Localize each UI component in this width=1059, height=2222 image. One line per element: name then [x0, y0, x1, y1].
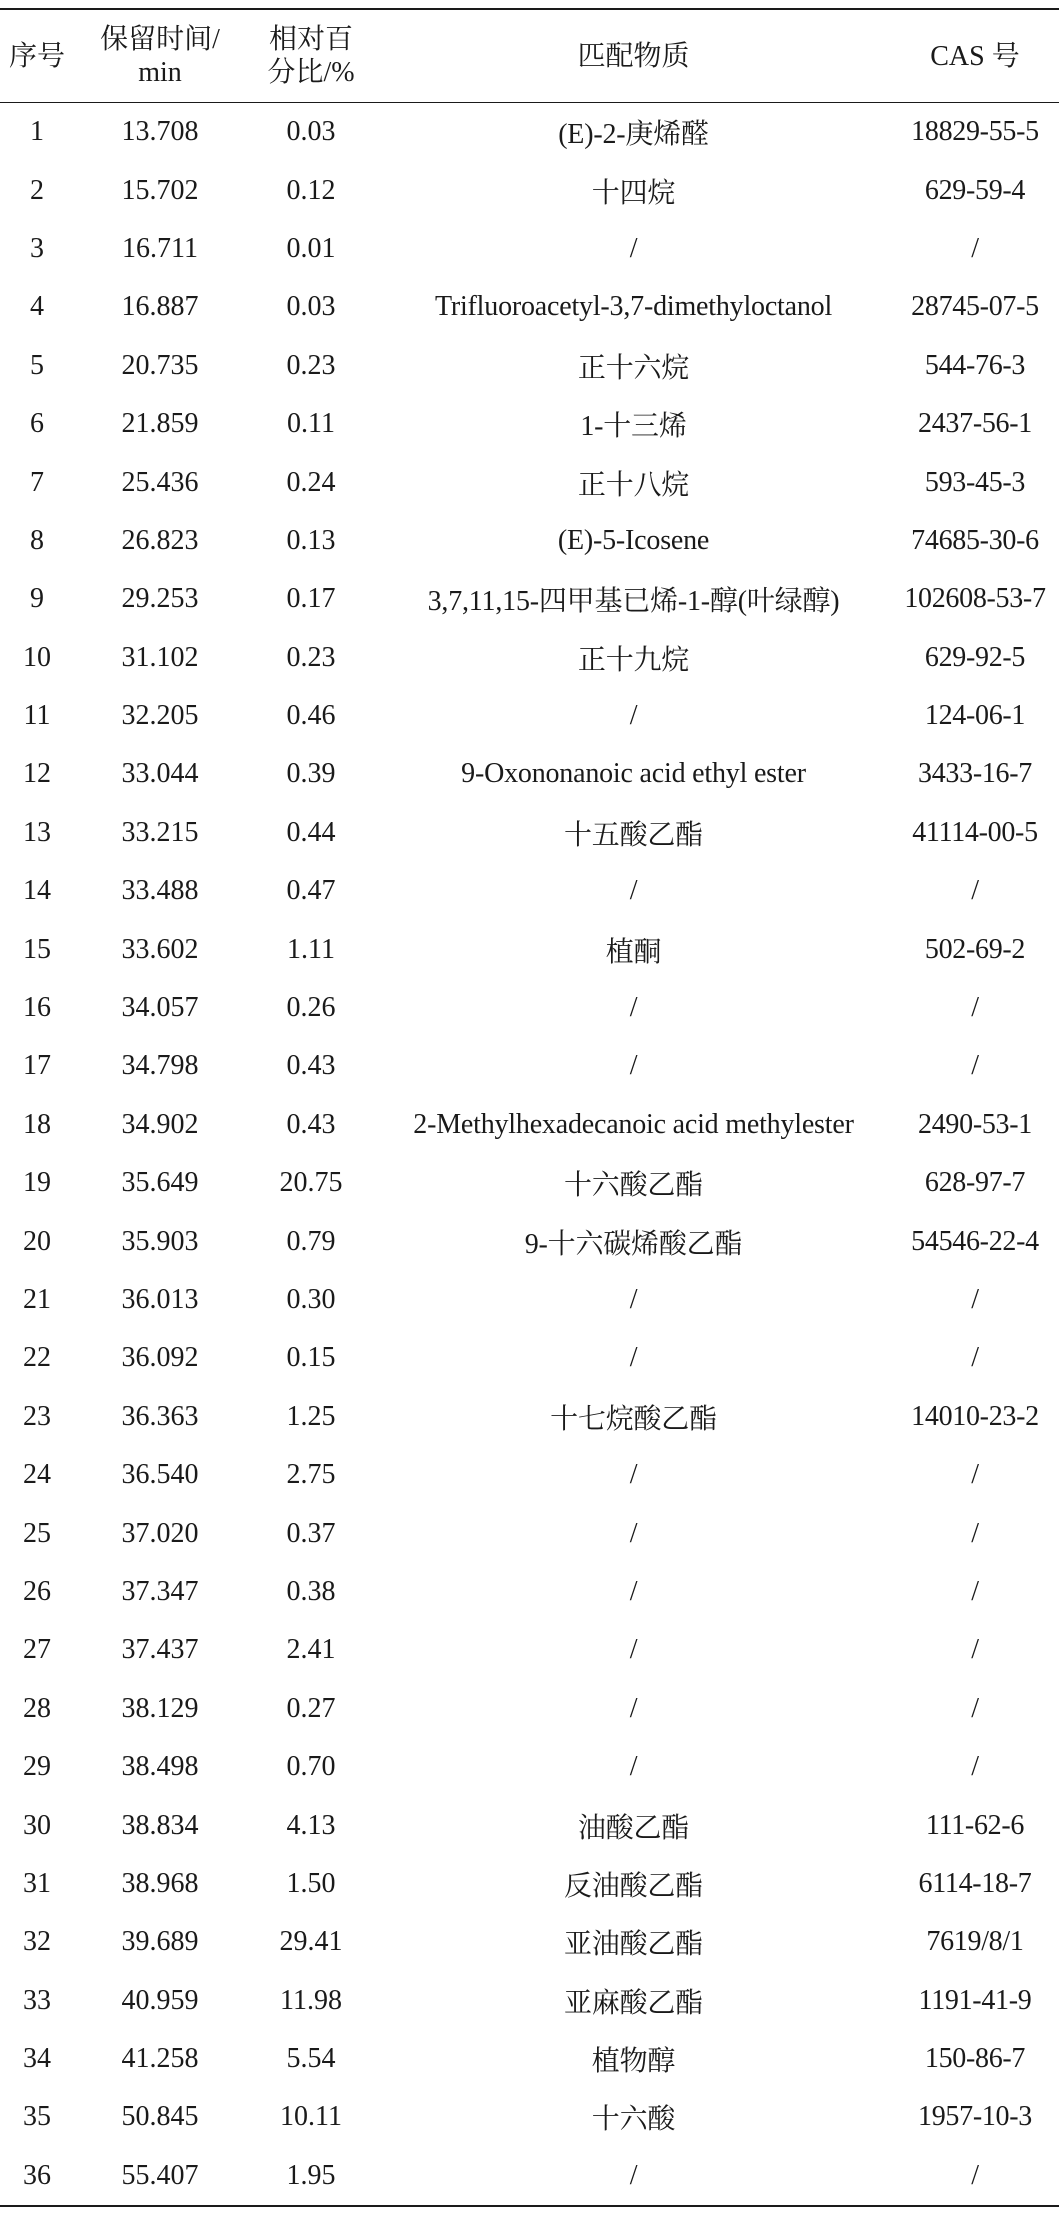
cell-index: 21 — [23, 1284, 51, 1315]
header-row — [0, 9, 1059, 103]
cell-cas-number: / — [971, 1575, 979, 1607]
cell-cas-number: 502-69-2 — [924, 933, 1026, 965]
cell-retention-time: 35.649 — [121, 1167, 199, 1199]
cell-index: 29 — [23, 1751, 51, 1783]
table-row — [0, 920, 1059, 978]
cell-matched-compound: / — [629, 1517, 638, 1549]
cell-relative-percent: 1.95 — [286, 2159, 336, 2191]
cell-relative-percent: 1.50 — [286, 1867, 336, 1899]
cell-relative-percent: 0.43 — [286, 1108, 336, 1140]
header-relative-percent — [246, 9, 376, 103]
cell-retention-time: 33.602 — [121, 933, 199, 965]
cell-cas-number: 629-59-4 — [924, 174, 1026, 206]
header-index-label: 序号 — [8, 40, 65, 72]
cell-index: 36 — [23, 2159, 51, 2191]
compound-table-container — [0, 8, 1059, 2207]
table-row — [0, 1621, 1059, 1679]
header-relative-line2: 分比/% — [267, 57, 355, 88]
cell-relative-percent: 0.30 — [286, 1284, 336, 1315]
cell-index: 19 — [23, 1167, 51, 1199]
cell-matched-compound: (E)-2-庚烯醛 — [558, 119, 709, 151]
cell-retention-time: 32.205 — [121, 700, 199, 732]
table-row — [0, 1796, 1059, 1854]
cell-index: 23 — [23, 1400, 51, 1432]
table-row — [0, 453, 1059, 511]
cell-matched-compound: 正十九烷 — [577, 644, 690, 676]
table-row — [0, 1855, 1059, 1913]
header-index — [0, 9, 74, 103]
cell-index: 18 — [23, 1108, 51, 1140]
cell-matched-compound: 反油酸乙酯 — [563, 1870, 703, 1902]
table-row — [0, 1388, 1059, 1446]
header-relative-line1: 相对百 — [268, 24, 353, 55]
cell-retention-time: 35.903 — [121, 1225, 199, 1257]
table-row — [0, 1504, 1059, 1562]
table-row — [0, 1972, 1059, 2030]
cell-index: 2 — [30, 174, 44, 206]
cell-cas-number: 3433-16-7 — [918, 758, 1032, 790]
table-row — [0, 2030, 1059, 2088]
header-matched-compound — [376, 9, 891, 103]
cell-matched-compound: 十六酸乙酯 — [563, 1170, 703, 1202]
cell-retention-time: 13.708 — [121, 116, 199, 148]
cell-retention-time: 50.845 — [121, 2101, 199, 2133]
table-row — [0, 395, 1059, 453]
header-retention-line2: min — [138, 57, 182, 88]
cell-retention-time: 25.436 — [121, 466, 199, 498]
cell-matched-compound: / — [629, 1050, 638, 1082]
table-row — [0, 1037, 1059, 1095]
cell-retention-time: 37.347 — [121, 1575, 199, 1607]
cell-relative-percent: 29.41 — [279, 1926, 343, 1958]
cell-relative-percent: 0.11 — [287, 408, 335, 440]
table-row — [0, 1913, 1059, 1971]
cell-matched-compound: 十五酸乙酯 — [563, 819, 703, 851]
cell-cas-number: 14010-23-2 — [911, 1400, 1039, 1432]
cell-relative-percent: 1.11 — [287, 933, 335, 965]
table-row — [0, 1096, 1059, 1154]
cell-index: 25 — [23, 1517, 51, 1549]
cell-relative-percent: 0.79 — [286, 1225, 336, 1257]
cell-retention-time: 38.498 — [121, 1751, 199, 1783]
cell-matched-compound: / — [629, 1342, 638, 1374]
cell-cas-number: 74685-30-6 — [911, 524, 1039, 556]
cell-relative-percent: 0.37 — [286, 1517, 336, 1549]
cell-matched-compound: / — [629, 1575, 638, 1607]
cell-matched-compound: / — [629, 1284, 638, 1315]
cell-matched-compound: 3,7,11,15-四甲基已烯-1-醇(叶绿醇) — [427, 586, 840, 618]
cell-cas-number: / — [971, 1751, 979, 1783]
table-row — [0, 278, 1059, 336]
table-row — [0, 570, 1059, 628]
cell-retention-time: 37.020 — [121, 1517, 199, 1549]
table-row — [0, 337, 1059, 395]
cell-cas-number: 6114-18-7 — [918, 1867, 1032, 1899]
cell-retention-time: 33.215 — [121, 816, 199, 848]
cell-retention-time: 26.823 — [121, 524, 199, 556]
cell-matched-compound: / — [629, 1459, 638, 1491]
header-retention-line1: 保留时间/ — [100, 24, 220, 55]
header-match-label: 匹配物质 — [577, 40, 690, 72]
cell-matched-compound: (E)-5-Icosene — [557, 524, 710, 556]
cell-retention-time: 20.735 — [121, 349, 199, 381]
cell-index: 1 — [30, 116, 44, 148]
cell-retention-time: 34.798 — [121, 1050, 199, 1082]
cell-matched-compound: 亚麻酸乙酯 — [563, 1987, 703, 2019]
cell-matched-compound: / — [629, 1634, 638, 1666]
table-row — [0, 2147, 1059, 2206]
cell-cas-number: 629-92-5 — [924, 641, 1026, 673]
cell-cas-number: / — [971, 1459, 979, 1491]
cell-retention-time: 37.437 — [121, 1634, 199, 1666]
cell-relative-percent: 0.39 — [286, 758, 336, 790]
cell-retention-time: 40.959 — [121, 1984, 199, 2016]
cell-matched-compound: 亚油酸乙酯 — [563, 1929, 703, 1961]
cell-relative-percent: 0.47 — [286, 875, 336, 907]
cell-relative-percent: 2.75 — [286, 1459, 336, 1491]
cell-relative-percent: 0.12 — [286, 174, 336, 206]
cell-cas-number: / — [971, 875, 979, 907]
cell-index: 3 — [30, 232, 44, 264]
table-row — [0, 687, 1059, 745]
cell-retention-time: 38.129 — [121, 1692, 199, 1724]
cell-retention-time: 41.258 — [121, 2043, 199, 2075]
cell-retention-time: 33.044 — [121, 758, 199, 790]
table-row — [0, 2088, 1059, 2146]
table-row — [0, 1329, 1059, 1387]
cell-cas-number: / — [971, 1284, 979, 1315]
table-row — [0, 804, 1059, 862]
cell-relative-percent: 10.11 — [280, 2101, 342, 2133]
cell-matched-compound: Trifluoroacetyl-3,7-dimethyloctanol — [434, 291, 833, 323]
cell-cas-number: 54546-22-4 — [911, 1225, 1039, 1257]
cell-matched-compound: / — [629, 875, 638, 907]
cell-relative-percent: 0.17 — [286, 583, 336, 615]
cell-cas-number: 124-06-1 — [924, 700, 1026, 732]
cell-index: 33 — [23, 1984, 51, 2016]
cell-matched-compound: 1-十三烯 — [580, 411, 687, 443]
table-row — [0, 979, 1059, 1037]
cell-retention-time: 34.902 — [121, 1108, 199, 1140]
cell-retention-time: 16.711 — [122, 232, 198, 264]
cell-retention-time: 29.253 — [121, 583, 199, 615]
cell-relative-percent: 1.25 — [286, 1400, 336, 1432]
cell-matched-compound: / — [629, 2159, 638, 2191]
cell-relative-percent: 4.13 — [286, 1809, 336, 1841]
cell-matched-compound: / — [629, 1692, 638, 1724]
cell-cas-number: / — [971, 1634, 979, 1666]
cell-index: 16 — [23, 992, 51, 1024]
cell-index: 30 — [23, 1809, 51, 1841]
cell-index: 11 — [23, 700, 51, 732]
table-row — [0, 1563, 1059, 1621]
cell-relative-percent: 0.23 — [286, 349, 336, 381]
cell-cas-number: 1191-41-9 — [918, 1984, 1032, 2016]
cell-cas-number: / — [971, 1342, 979, 1374]
cell-cas-number: 41114-00-5 — [912, 816, 1038, 848]
cell-cas-number: / — [971, 1517, 979, 1549]
cell-index: 6 — [30, 408, 44, 440]
cell-retention-time: 39.689 — [121, 1926, 199, 1958]
compound-table — [0, 8, 1059, 2207]
table-row — [0, 1738, 1059, 1796]
cell-cas-number: / — [971, 1692, 979, 1724]
cell-relative-percent: 0.15 — [286, 1342, 336, 1374]
cell-cas-number: 102608-53-7 — [904, 583, 1046, 615]
table-row — [0, 161, 1059, 219]
cell-cas-number: / — [971, 232, 979, 264]
table-body — [0, 103, 1059, 2207]
cell-matched-compound: 油酸乙酯 — [577, 1812, 690, 1844]
cell-matched-compound: 9-Oxononanoic acid ethyl ester — [461, 758, 806, 790]
cell-index: 34 — [23, 2043, 51, 2075]
cell-matched-compound: 正十六烷 — [577, 352, 690, 384]
cell-matched-compound: 植酮 — [605, 936, 662, 968]
cell-matched-compound: / — [629, 700, 638, 732]
cell-index: 15 — [23, 933, 51, 965]
cell-matched-compound: 十六酸 — [591, 2104, 676, 2136]
cell-retention-time: 36.013 — [121, 1284, 199, 1315]
cell-relative-percent: 0.27 — [286, 1692, 336, 1724]
table-row — [0, 629, 1059, 687]
cell-cas-number: 111-62-6 — [925, 1809, 1025, 1841]
cell-retention-time: 36.540 — [121, 1459, 199, 1491]
cell-retention-time: 21.859 — [121, 408, 199, 440]
table-row — [0, 862, 1059, 920]
cell-index: 22 — [23, 1342, 51, 1374]
cell-index: 27 — [23, 1634, 51, 1666]
cell-matched-compound: 9-十六碳烯酸乙酯 — [524, 1228, 743, 1260]
cell-retention-time: 55.407 — [121, 2159, 199, 2191]
cell-relative-percent: 0.03 — [286, 291, 336, 323]
table-row — [0, 1446, 1059, 1504]
cell-matched-compound: 十四烷 — [591, 177, 676, 209]
cell-index: 8 — [30, 524, 44, 556]
cell-cas-number: 28745-07-5 — [911, 291, 1039, 323]
table-row — [0, 1271, 1059, 1329]
cell-relative-percent: 20.75 — [279, 1167, 343, 1199]
cell-cas-number: 628-97-7 — [924, 1167, 1026, 1199]
cell-index: 26 — [23, 1575, 51, 1607]
table-row — [0, 103, 1059, 162]
table-row — [0, 512, 1059, 570]
cell-index: 31 — [23, 1867, 51, 1899]
cell-index: 9 — [30, 583, 44, 615]
cell-relative-percent: 0.38 — [286, 1575, 336, 1607]
cell-index: 5 — [30, 349, 44, 381]
cell-retention-time: 38.834 — [121, 1809, 199, 1841]
cell-index: 32 — [23, 1926, 51, 1958]
header-retention-time — [74, 9, 246, 103]
cell-relative-percent: 11.98 — [280, 1984, 342, 2016]
cell-index: 12 — [23, 758, 51, 790]
cell-retention-time: 31.102 — [121, 641, 199, 673]
cell-index: 14 — [23, 875, 51, 907]
cell-relative-percent: 0.26 — [286, 992, 336, 1024]
table-header — [0, 9, 1059, 103]
cell-index: 13 — [23, 816, 51, 848]
header-cas-number — [891, 9, 1059, 103]
cell-cas-number: 593-45-3 — [924, 466, 1026, 498]
cell-retention-time: 16.887 — [121, 291, 199, 323]
cell-relative-percent: 0.03 — [286, 116, 336, 148]
cell-index: 28 — [23, 1692, 51, 1724]
cell-index: 17 — [23, 1050, 51, 1082]
table-row — [0, 1212, 1059, 1270]
table-row — [0, 1154, 1059, 1212]
cell-retention-time: 38.968 — [121, 1867, 199, 1899]
cell-cas-number: 150-86-7 — [924, 2043, 1026, 2075]
cell-relative-percent: 2.41 — [286, 1634, 336, 1666]
cell-retention-time: 33.488 — [121, 875, 199, 907]
cell-retention-time: 34.057 — [121, 992, 199, 1024]
cell-index: 10 — [23, 641, 51, 673]
cell-relative-percent: 0.44 — [286, 816, 336, 848]
cell-retention-time: 36.092 — [121, 1342, 199, 1374]
cell-relative-percent: 0.70 — [286, 1751, 336, 1783]
cell-cas-number: 1957-10-3 — [918, 2101, 1032, 2133]
cell-cas-number: 2490-53-1 — [918, 1108, 1032, 1140]
cell-cas-number: / — [971, 2159, 979, 2191]
cell-relative-percent: 0.24 — [286, 466, 336, 498]
cell-retention-time: 15.702 — [121, 174, 199, 206]
cell-matched-compound: 植物醇 — [591, 2046, 676, 2078]
table-row — [0, 1680, 1059, 1738]
cell-cas-number: / — [971, 992, 979, 1024]
cell-relative-percent: 0.23 — [286, 641, 336, 673]
cell-relative-percent: 0.01 — [286, 232, 336, 264]
cell-matched-compound: / — [629, 1751, 638, 1783]
cell-index: 4 — [30, 291, 44, 323]
cell-relative-percent: 0.46 — [286, 700, 336, 732]
cell-relative-percent: 0.43 — [286, 1050, 336, 1082]
cell-matched-compound: 正十八烷 — [577, 469, 690, 501]
cell-index: 35 — [23, 2101, 51, 2133]
header-cas-label: CAS 号 — [930, 40, 1020, 72]
table-row — [0, 220, 1059, 278]
cell-matched-compound: / — [629, 992, 638, 1024]
cell-retention-time: 36.363 — [121, 1400, 199, 1432]
cell-matched-compound: / — [629, 232, 638, 264]
cell-cas-number: 18829-55-5 — [911, 116, 1039, 148]
cell-cas-number: / — [971, 1050, 979, 1082]
cell-index: 20 — [23, 1225, 51, 1257]
cell-matched-compound: 十七烷酸乙酯 — [550, 1403, 717, 1435]
cell-index: 24 — [23, 1459, 51, 1491]
cell-matched-compound: 2-Methylhexadecanoic acid methylester — [413, 1108, 854, 1140]
cell-cas-number: 544-76-3 — [924, 349, 1026, 381]
cell-index: 7 — [30, 466, 44, 498]
cell-relative-percent: 0.13 — [286, 524, 336, 556]
cell-cas-number: 2437-56-1 — [918, 408, 1032, 440]
cell-relative-percent: 5.54 — [286, 2043, 336, 2075]
cell-cas-number: 7619/8/1 — [926, 1926, 1024, 1958]
table-row — [0, 745, 1059, 803]
